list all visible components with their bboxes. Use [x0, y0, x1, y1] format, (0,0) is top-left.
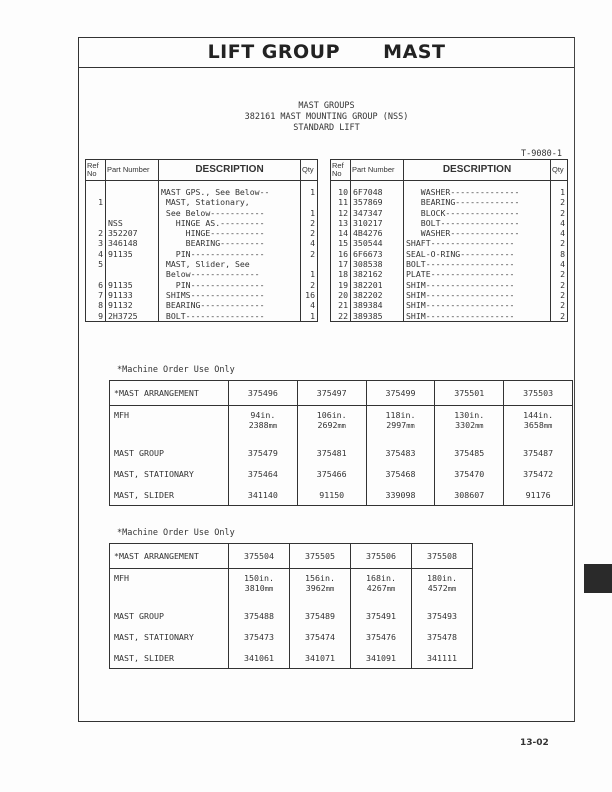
- description: BOLT------------------: [404, 259, 551, 269]
- description: HINGE-----------: [159, 228, 301, 238]
- mfh-millimeters: [233, 583, 285, 594]
- quantity: 2: [551, 280, 568, 290]
- part-number: 308538: [351, 259, 404, 269]
- part-number: [106, 269, 159, 279]
- cell-mast-slider: 341071: [290, 647, 351, 669]
- cell-arrangement: 375508: [412, 544, 473, 569]
- cell-mast-stationary: 375476: [351, 626, 412, 647]
- quantity: 2: [301, 280, 318, 290]
- mast-arrangement-table-2: [109, 543, 473, 669]
- ref-no: 3: [86, 238, 106, 248]
- part-row: [86, 228, 318, 238]
- ref-no: 12: [331, 208, 351, 218]
- mfh-millimeters: [302, 420, 362, 431]
- ref-no: 9: [86, 311, 106, 322]
- mm-unit: mm: [406, 422, 415, 430]
- ref-no: 14: [331, 228, 351, 238]
- mm-unit: mm: [337, 422, 346, 430]
- row-mast-group: [110, 605, 473, 626]
- ref-no: [86, 181, 106, 198]
- cell-mast-slider: 341140: [229, 484, 298, 506]
- col-description: DESCRIPTION: [159, 160, 301, 181]
- row-arrangement: [110, 381, 573, 406]
- col-qty: Qty: [551, 160, 568, 181]
- mfh-millimeters: [508, 420, 568, 431]
- quantity: 4: [551, 218, 568, 228]
- part-number: 382201: [351, 280, 404, 290]
- cell-mast-stationary: 375473: [229, 626, 290, 647]
- cell-mfh: [366, 406, 435, 443]
- part-number: 346148: [106, 238, 159, 248]
- row-label: *MAST ARRANGEMENT: [110, 381, 229, 406]
- cell-mast-group: 375488: [229, 605, 290, 626]
- quantity: 2: [551, 208, 568, 218]
- part-row: [331, 259, 568, 269]
- row-label: MFH: [110, 569, 229, 606]
- ref-no: 10: [331, 181, 351, 198]
- quantity: 2: [301, 228, 318, 238]
- row-label: MAST GROUP: [110, 605, 229, 626]
- mm-unit: mm: [264, 585, 274, 593]
- quantity: 2: [301, 218, 318, 228]
- page-frame: [78, 37, 575, 722]
- col-ref-no: Ref No: [331, 160, 351, 181]
- ref-no: 6: [86, 280, 106, 290]
- cell-mfh: [435, 406, 504, 443]
- cell-arrangement: 375504: [229, 544, 290, 569]
- mm-unit: mm: [268, 422, 278, 430]
- description: BEARING---------: [159, 238, 301, 248]
- ref-no: [86, 218, 106, 228]
- mfh-millimeters: [233, 420, 293, 431]
- description: SHIMS---------------: [159, 290, 301, 300]
- description: SHIM------------------: [404, 280, 551, 290]
- description: SEAL-O-RING-----------: [404, 249, 551, 259]
- cell-mast-slider: 91150: [297, 484, 366, 506]
- machine-order-note-1: *Machine Order Use Only: [117, 365, 235, 375]
- quantity: 2: [551, 311, 568, 322]
- parts-table-left: [85, 159, 318, 322]
- ref-no: 20: [331, 290, 351, 300]
- part-row: [331, 300, 568, 310]
- part-number: 352207: [106, 228, 159, 238]
- part-row: [331, 269, 568, 279]
- description: MAST, Slider, See: [159, 259, 301, 269]
- col-part-number: Part Number: [106, 160, 159, 181]
- ref-no: 15: [331, 238, 351, 248]
- quantity: 2: [551, 197, 568, 207]
- row-mast-stationary: [110, 463, 573, 484]
- part-number: 389385: [351, 311, 404, 322]
- mm-value: 4267: [366, 583, 387, 593]
- part-row: [86, 259, 318, 269]
- row-label: MAST, STATIONARY: [110, 626, 229, 647]
- title-mast: MAST: [383, 41, 446, 63]
- cell-mast-slider: 91176: [504, 484, 573, 506]
- mfh-inches: 156in.: [305, 573, 335, 583]
- part-row: [331, 280, 568, 290]
- cell-mast-slider: 339098: [366, 484, 435, 506]
- cell-mast-group: 375479: [229, 442, 298, 463]
- description: SHIM------------------: [404, 300, 551, 310]
- description: PIN---------------: [159, 249, 301, 259]
- quantity: 2: [551, 269, 568, 279]
- part-number: [106, 208, 159, 218]
- part-row: [86, 300, 318, 310]
- col-qty: Qty: [301, 160, 318, 181]
- description: Below--------------: [159, 269, 301, 279]
- cell-mfh: [504, 406, 573, 443]
- ref-no: 2: [86, 228, 106, 238]
- ref-no: 19: [331, 280, 351, 290]
- quantity: 4: [301, 238, 318, 248]
- cell-arrangement: 375506: [351, 544, 412, 569]
- part-row: [86, 218, 318, 228]
- quantity: 2: [551, 238, 568, 248]
- description: BOLT----------------: [159, 311, 301, 322]
- mfh-inches: 168in.: [366, 573, 396, 583]
- ref-no: 4: [86, 249, 106, 259]
- quantity: 1: [301, 181, 318, 198]
- title-lift-group: LIFT GROUP: [207, 41, 341, 63]
- quantity: 1: [301, 311, 318, 322]
- cell-mast-slider: 341111: [412, 647, 473, 669]
- mm-value: 2692: [317, 420, 338, 430]
- mm-unit: mm: [475, 422, 484, 430]
- row-mast-stationary: [110, 626, 473, 647]
- cell-mfh: [297, 406, 366, 443]
- quantity: [301, 259, 318, 269]
- part-row: [331, 249, 568, 259]
- cell-arrangement: 375505: [290, 544, 351, 569]
- part-number: 2H3725: [106, 311, 159, 322]
- part-row: [331, 238, 568, 248]
- cell-mast-group: 375481: [297, 442, 366, 463]
- quantity: 2: [551, 290, 568, 300]
- part-number: 6F7048: [351, 181, 404, 198]
- mm-unit: mm: [325, 585, 335, 593]
- row-mast-slider: [110, 647, 473, 669]
- cell-mfh: [229, 406, 298, 443]
- section-tab-marker: [584, 564, 612, 593]
- group-subtitle: [79, 101, 574, 134]
- cell-mast-group: 375485: [435, 442, 504, 463]
- part-number: 382202: [351, 290, 404, 300]
- mfh-inches: 130in.: [454, 410, 485, 420]
- mm-value: 2388: [248, 420, 269, 430]
- mfh-millimeters: [439, 420, 499, 431]
- cell-mast-group: 375489: [290, 605, 351, 626]
- ref-no: 22: [331, 311, 351, 322]
- quantity: 16: [301, 290, 318, 300]
- part-number: NSS: [106, 218, 159, 228]
- mfh-inches: 144in.: [523, 410, 554, 420]
- ref-no: [86, 269, 106, 279]
- ref-no: 11: [331, 197, 351, 207]
- part-number: [106, 181, 159, 198]
- description: SHAFT-----------------: [404, 238, 551, 248]
- cell-mast-stationary: 375472: [504, 463, 573, 484]
- part-number: [106, 259, 159, 269]
- mm-value: 3302: [455, 420, 476, 430]
- part-row: [86, 290, 318, 300]
- description: MAST, Stationary,: [159, 197, 301, 207]
- mfh-inches: 94in.: [250, 410, 276, 420]
- part-number: 382162: [351, 269, 404, 279]
- part-row: [331, 181, 568, 198]
- cell-mast-stationary: 375466: [297, 463, 366, 484]
- mm-value: 3658: [523, 420, 544, 430]
- mm-value: 2997: [386, 420, 407, 430]
- cell-mast-group: 375483: [366, 442, 435, 463]
- ref-no: 5: [86, 259, 106, 269]
- mm-unit: mm: [543, 422, 553, 430]
- row-label: MAST, SLIDER: [110, 647, 229, 669]
- part-row: [86, 181, 318, 198]
- part-row: [331, 218, 568, 228]
- part-row: [86, 269, 318, 279]
- part-number: [106, 197, 159, 207]
- quantity: 1: [301, 269, 318, 279]
- col-part-number: Part Number: [351, 160, 404, 181]
- description: BEARING-------------: [159, 300, 301, 310]
- subtitle-line-3: STANDARD LIFT: [293, 123, 360, 133]
- part-number: 91133: [106, 290, 159, 300]
- cell-mast-group: 375493: [412, 605, 473, 626]
- part-row: [331, 290, 568, 300]
- quantity: 2: [551, 300, 568, 310]
- ref-no: 16: [331, 249, 351, 259]
- cell-arrangement: 375499: [366, 381, 435, 406]
- cell-mast-slider: 341061: [229, 647, 290, 669]
- description: WASHER--------------: [404, 228, 551, 238]
- row-mfh: [110, 569, 473, 606]
- description: HINGE AS.---------: [159, 218, 301, 228]
- row-label: MAST, SLIDER: [110, 484, 229, 506]
- cell-mfh: [351, 569, 412, 606]
- cell-arrangement: 375503: [504, 381, 573, 406]
- quantity: 4: [301, 300, 318, 310]
- mfh-millimeters: [371, 420, 431, 431]
- description: BLOCK---------------: [404, 208, 551, 218]
- row-arrangement: [110, 544, 473, 569]
- col-description: DESCRIPTION: [404, 160, 551, 181]
- cell-mfh: [412, 569, 473, 606]
- part-number: 91135: [106, 280, 159, 290]
- page-number: 13-02: [520, 738, 549, 748]
- mast-arrangement-table-1: [109, 380, 573, 506]
- part-number: 350544: [351, 238, 404, 248]
- row-mast-slider: [110, 484, 573, 506]
- cell-mast-slider: 308607: [435, 484, 504, 506]
- quantity: 2: [301, 249, 318, 259]
- part-number: 4B4276: [351, 228, 404, 238]
- cell-mast-stationary: 375470: [435, 463, 504, 484]
- description: SHIM------------------: [404, 290, 551, 300]
- cell-mast-stationary: 375478: [412, 626, 473, 647]
- mm-unit: mm: [386, 585, 396, 593]
- description: BOLT----------------: [404, 218, 551, 228]
- quantity: 4: [551, 228, 568, 238]
- ref-no: 18: [331, 269, 351, 279]
- ref-no: 13: [331, 218, 351, 228]
- page-title: [79, 38, 574, 68]
- cell-mast-group: 375491: [351, 605, 412, 626]
- mfh-millimeters: [355, 583, 407, 594]
- mfh-inches: 118in.: [385, 410, 416, 420]
- cell-mast-stationary: 375468: [366, 463, 435, 484]
- mfh-millimeters: [416, 583, 468, 594]
- cell-mast-slider: 341091: [351, 647, 412, 669]
- mm-value: 3962: [305, 583, 326, 593]
- part-row: [86, 311, 318, 322]
- ref-no: [86, 208, 106, 218]
- mm-value: 4572: [427, 583, 448, 593]
- row-mast-group: [110, 442, 573, 463]
- description: BEARING-------------: [404, 197, 551, 207]
- part-number: 357869: [351, 197, 404, 207]
- description: SHIM------------------: [404, 311, 551, 322]
- subtitle-line-1: MAST GROUPS: [298, 101, 355, 111]
- quantity: 8: [551, 249, 568, 259]
- row-label: MAST GROUP: [110, 442, 229, 463]
- part-row: [86, 238, 318, 248]
- part-number: 347347: [351, 208, 404, 218]
- ref-no: 8: [86, 300, 106, 310]
- figure-reference: T-9080-1: [521, 149, 562, 159]
- description: WASHER--------------: [404, 181, 551, 198]
- part-number: 389384: [351, 300, 404, 310]
- ref-no: 21: [331, 300, 351, 310]
- part-row: [331, 311, 568, 322]
- mm-value: 3810: [244, 583, 265, 593]
- machine-order-note-2: *Machine Order Use Only: [117, 528, 235, 538]
- row-mfh: [110, 406, 573, 443]
- mfh-inches: 150in.: [244, 573, 274, 583]
- cell-arrangement: 375496: [229, 381, 298, 406]
- cell-mfh: [229, 569, 290, 606]
- part-number: 6F6673: [351, 249, 404, 259]
- part-row: [86, 197, 318, 207]
- quantity: [301, 197, 318, 207]
- mfh-millimeters: [294, 583, 346, 594]
- ref-no: 1: [86, 197, 106, 207]
- ref-no: 7: [86, 290, 106, 300]
- row-label: *MAST ARRANGEMENT: [110, 544, 229, 569]
- part-number: 91132: [106, 300, 159, 310]
- part-row: [86, 249, 318, 259]
- subtitle-line-2: 382161 MAST MOUNTING GROUP (NSS): [244, 112, 409, 122]
- cell-mfh: [290, 569, 351, 606]
- col-ref-no: Ref No: [86, 160, 106, 181]
- part-row: [86, 280, 318, 290]
- part-number: 310217: [351, 218, 404, 228]
- mm-unit: mm: [447, 585, 457, 593]
- quantity: 1: [551, 181, 568, 198]
- row-label: MFH: [110, 406, 229, 443]
- quantity: 4: [551, 259, 568, 269]
- parts-table-right: [330, 159, 568, 322]
- cell-mast-group: 375487: [504, 442, 573, 463]
- description: MAST GPS., See Below--: [159, 181, 301, 198]
- cell-arrangement: 375501: [435, 381, 504, 406]
- mfh-inches: 106in.: [316, 410, 347, 420]
- part-number: 91135: [106, 249, 159, 259]
- cell-mast-stationary: 375474: [290, 626, 351, 647]
- cell-mast-stationary: 375464: [229, 463, 298, 484]
- quantity: 1: [301, 208, 318, 218]
- row-label: MAST, STATIONARY: [110, 463, 229, 484]
- description: PLATE-----------------: [404, 269, 551, 279]
- part-row: [331, 208, 568, 218]
- part-row: [331, 197, 568, 207]
- ref-no: 17: [331, 259, 351, 269]
- description: See Below-----------: [159, 208, 301, 218]
- part-row: [331, 228, 568, 238]
- mfh-inches: 180in.: [427, 573, 457, 583]
- part-row: [86, 208, 318, 218]
- cell-arrangement: 375497: [297, 381, 366, 406]
- description: PIN---------------: [159, 280, 301, 290]
